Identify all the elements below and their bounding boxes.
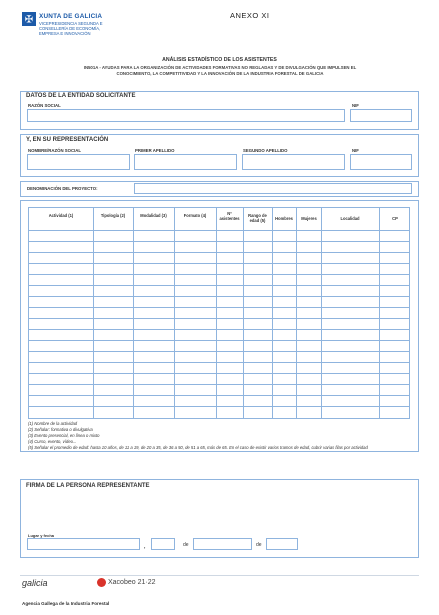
table-column-divider	[296, 208, 297, 418]
note-line: (1) Nombre de la actividad	[28, 421, 78, 426]
table-row[interactable]	[29, 373, 409, 374]
org-name: XUNTA DE GALICIA	[39, 13, 103, 20]
annex-label: ANEXO XI	[230, 11, 270, 20]
signature-section-title: FIRMA DE LA PERSONA REPRESENTANTE	[26, 483, 150, 489]
table-row[interactable]	[29, 318, 409, 319]
xunta-logo	[22, 12, 182, 52]
entity-section-title: DATOS DE LA ENTIDAD SOLICITANTE	[26, 93, 136, 99]
table-row[interactable]	[29, 329, 409, 330]
table-row[interactable]	[29, 252, 409, 253]
header-mujeres: Mujeres	[301, 216, 317, 221]
entity-nif-label: NIF	[352, 103, 359, 108]
header-modalidad: Modalidad (3)	[140, 213, 167, 218]
footer-divider	[20, 575, 419, 576]
rep-nif-label: NIF	[352, 148, 359, 153]
table-column-divider	[174, 208, 175, 418]
header-asistentes: Nº asistentes	[219, 211, 240, 221]
rep-name-label: NOMBRE/RAZÓN SOCIAL	[28, 148, 81, 153]
note-line: (2) Señalar: formativa o divulgativa	[28, 427, 93, 432]
table-row[interactable]	[29, 384, 409, 385]
xunta-emblem-icon	[22, 12, 36, 26]
note-line: (3) Evento presencial, en línea o mixto	[28, 433, 100, 438]
assistants-table[interactable]	[28, 207, 410, 419]
rep-nif-field[interactable]	[350, 154, 412, 170]
razon-social-label: RAZÓN SOCIAL	[28, 103, 61, 108]
rep-second-surname-field[interactable]	[242, 154, 345, 170]
dept-line: VICEPRESIDENCIA SEGUNDA E	[39, 21, 103, 26]
table-notes	[28, 421, 418, 451]
table-row[interactable]	[29, 406, 409, 407]
table-column-divider	[321, 208, 322, 418]
rep-first-surname-field[interactable]	[134, 154, 237, 170]
rep-first-surname-label: PRIMER APELLIDO	[135, 148, 175, 153]
year-field[interactable]	[266, 538, 298, 550]
table-row[interactable]	[29, 230, 409, 231]
project-name-field[interactable]	[134, 183, 412, 194]
table-row[interactable]	[29, 285, 409, 286]
rep-second-surname-label: SEGUNDO APELLIDO	[243, 148, 288, 153]
de-separator-1: de	[183, 542, 189, 548]
table-column-divider	[93, 208, 94, 418]
rep-name-field[interactable]	[27, 154, 130, 170]
header-localidad: Localidad	[340, 216, 360, 221]
entity-nif-field[interactable]	[350, 109, 412, 122]
day-field[interactable]	[151, 538, 175, 550]
page-title: ANÁLISIS ESTADÍSTICO DE LOS ASISTENTES	[162, 57, 277, 63]
table-row[interactable]	[29, 340, 409, 341]
xacobeo-icon	[97, 578, 106, 587]
month-field[interactable]	[193, 538, 252, 550]
header-hombres: Hombres	[275, 216, 293, 221]
dept-line: EMPRESA E INNOVACIÓN	[39, 31, 91, 37]
note-line: (5) Señalar el promedio de edad: hasta 10 años, de 11 a 19, de 20 a 35, de 36 a 50, de 51 a 65, más de 65. En el caso de existir varios tramos de edad, cubrir varias filas por actividad	[28, 445, 368, 450]
xacobeo-logo: Xacobeo 21·22	[108, 579, 156, 586]
note-line: (4) Curso, evento, vídeo...	[28, 439, 77, 444]
header-rango-edad: Rango de edad (5)	[248, 213, 267, 223]
table-row[interactable]	[29, 362, 409, 363]
table-row[interactable]	[29, 395, 409, 396]
razon-social-field[interactable]	[27, 109, 345, 122]
table-row[interactable]	[29, 307, 409, 308]
svg-text:✠: ✠	[24, 14, 34, 26]
header-actividad: Actividad (1)	[48, 213, 74, 218]
table-row[interactable]	[29, 351, 409, 352]
header-cp: CP	[392, 216, 398, 221]
galicia-logo: galicia	[22, 578, 48, 588]
table-column-divider	[243, 208, 244, 418]
department	[39, 21, 149, 37]
place-field[interactable]	[27, 538, 140, 550]
page-subtitle: IN501A - AYUDAS PARA LA ORGANIZACIÓN DE ACTIVIDADES FORMATIVAS NO REGLADAS Y DE DIVULGACIÓN QUE IMPULSEN EL CONOCIMIENTO, LA COMPETITIVIDAD Y LA INNOVACIÓN DE LA INDUSTRIA FORESTAL DE GALICIA	[83, 65, 357, 76]
comma-separator: ,	[144, 544, 146, 550]
representation-section-title: Y, EN SU REPRESENTACIÓN	[26, 137, 109, 143]
place-date-label: Lugar y fecha	[28, 533, 55, 538]
agency-name: Agencia Gallega de la Industria Forestal	[22, 601, 110, 606]
table-row[interactable]	[29, 241, 409, 242]
table-column-divider	[379, 208, 380, 418]
header-formato: Formato (4)	[183, 213, 207, 218]
table-column-divider	[133, 208, 134, 418]
de-separator-2: de	[256, 542, 262, 548]
dept-line: CONSELLERÍA DE ECONOMÍA,	[39, 26, 101, 32]
table-row[interactable]	[29, 274, 409, 275]
header-tipologia: Tipología (2)	[100, 213, 126, 218]
project-label: DENOMINACIÓN DEL PROYECTO:	[27, 186, 98, 191]
table-row[interactable]	[29, 296, 409, 297]
table-row[interactable]	[29, 263, 409, 264]
table-column-divider	[272, 208, 273, 418]
table-column-divider	[216, 208, 217, 418]
